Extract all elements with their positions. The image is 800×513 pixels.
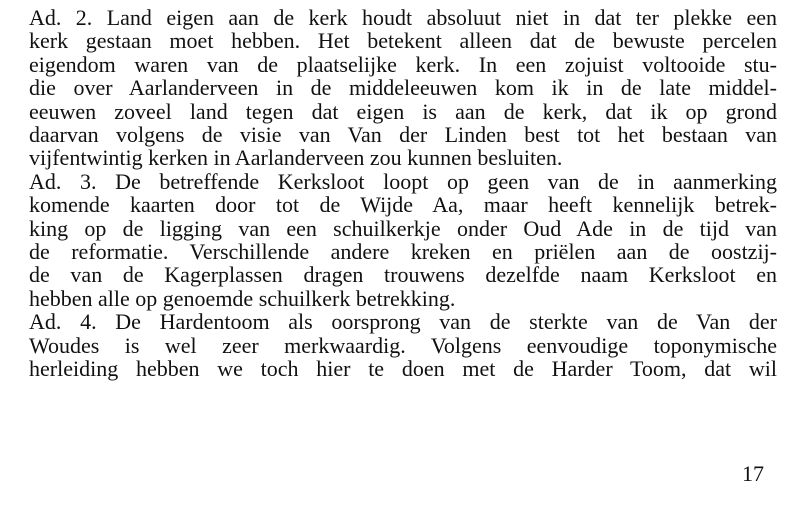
text-line-4: die over Aarlanderveen in de middeleeuwen kom ik in de late middel- (29, 75, 777, 101)
text-line-6: daarvan volgens de visie van Van der Linden best tot het bestaan van (29, 122, 777, 148)
document-body (29, 6, 777, 381)
text-line-3: eigendom waren van de plaatselijke kerk. In een zojuist voltooide stu- (29, 51, 777, 77)
text-line-2: kerk gestaan moet hebben. Het betekent alleen dat de bewuste percelen (29, 28, 777, 54)
text-line-1: Ad. 2. Land eigen aan de kerk houdt absoluut niet in dat ter plekke een (29, 5, 777, 30)
text-line-10: king op de ligging van een schuilkerkje onder Oud Ade in de tijd van (29, 215, 777, 241)
text-line-12: de van de Kagerplassen dragen trouwens dezelfde naam Kerksloot en (29, 262, 777, 288)
page-number: 17 (742, 461, 764, 486)
text-line-13: hebben alle op genoemde schuilkerk betrekking. (29, 285, 456, 311)
text-line-11: de reformatie. Verschillende andere kreken en priëlen aan de oostzij- (29, 239, 777, 265)
text-line-8: Ad. 3. De betreffende Kerksloot loopt op geen van de in aanmerking (29, 168, 777, 194)
text-line-7: vijfentwintig kerken in Aarlanderveen zou kunnen besluiten. (29, 145, 563, 171)
text-line-15: Woudes is wel zeer merkwaardig. Volgens eenvoudige toponymische (29, 332, 777, 358)
text-line-14: Ad. 4. De Hardentoom als oorsprong van de sterkte van de Van der (29, 309, 777, 335)
text-line-9: komende kaarten door tot de Wijde Aa, maar heeft kennelijk betrek- (29, 192, 777, 218)
text-line-16: herleiding hebben we toch hier te doen met de Harder Toom, dat wil (29, 356, 777, 382)
text-line-5: eeuwen zoveel land tegen dat eigen is aan de kerk, dat ik op grond (29, 98, 777, 124)
